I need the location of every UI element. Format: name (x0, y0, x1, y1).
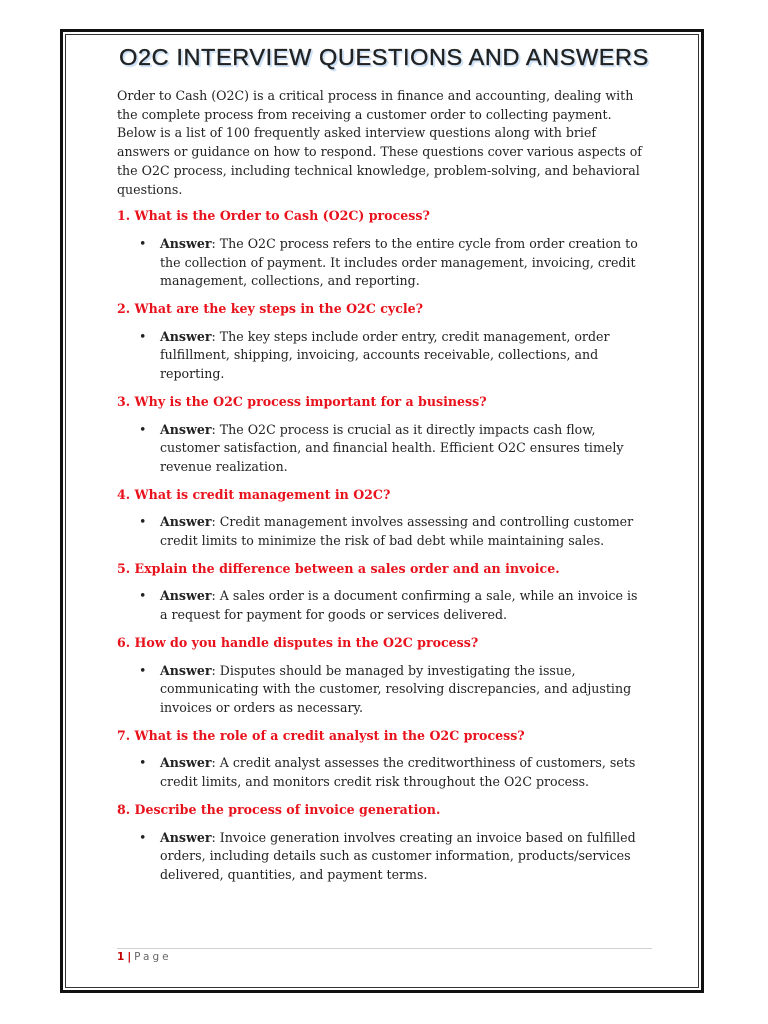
bullet: • (139, 829, 147, 845)
question: 5. Explain the difference between a sales order and an invoice. (117, 560, 560, 576)
answer-text: : A credit analyst assesses the creditworthiness of customers, sets credit limits, and monitors credit risk throughout the O2C process. (160, 755, 636, 790)
question: 8. Describe the process of invoice generation. (117, 801, 441, 817)
page-label: Page (134, 951, 172, 963)
answer (139, 513, 647, 550)
answer (139, 662, 647, 718)
footer-separator: | (127, 951, 132, 963)
bullet: • (139, 662, 147, 678)
answer-label: Answer (160, 662, 212, 678)
answer-text: : Invoice generation involves creating an invoice based on fulfilled orders, including details such as customer information, products/services delivered, quantities, and payment terms. (160, 829, 636, 882)
page-number: 1 (117, 951, 125, 963)
answer-label: Answer (160, 328, 212, 344)
answer-text: : The O2C process is crucial as it directly impacts cash flow, customer satisfaction, and financial health. Efficient O2C ensures timely revenue realization. (160, 421, 624, 474)
qa-item (117, 300, 647, 384)
document-body (117, 87, 647, 894)
question: 1. What is the Order to Cash (O2C) process? (117, 208, 430, 224)
answer-label: Answer (160, 755, 212, 771)
footer-divider (117, 948, 652, 949)
answer (139, 235, 647, 291)
qa-item (117, 393, 647, 477)
answer-text: : A sales order is a document confirming a sale, while an invoice is a request for payment for goods or services delivered. (160, 588, 638, 623)
bullet: • (139, 514, 147, 530)
qa-item (117, 634, 647, 718)
question: 3. Why is the O2C process important for a business? (117, 393, 487, 409)
answer (139, 587, 647, 624)
question: 7. What is the role of a credit analyst in the O2C process? (117, 727, 525, 743)
answer-label: Answer (160, 235, 212, 251)
question: 6. How do you handle disputes in the O2C process? (117, 634, 479, 650)
answer-label: Answer (160, 514, 212, 530)
page-footer (117, 951, 172, 963)
answer (139, 328, 647, 384)
document-title: O2C INTERVIEW QUESTIONS AND ANSWERS (119, 44, 649, 70)
question: 2. What are the key steps in the O2C cycle? (117, 301, 424, 317)
qa-item (117, 801, 647, 885)
qa-item (117, 207, 647, 291)
bullet: • (139, 421, 147, 437)
answer (139, 421, 647, 477)
qa-item (117, 560, 647, 625)
answer-text: : Credit management involves assessing and controlling customer credit limits to minimize the risk of bad debt while maintaining sales. (160, 514, 634, 549)
bullet: • (139, 588, 147, 604)
answer-text: : The O2C process refers to the entire cycle from order creation to the collection of payment. It includes order management, invoicing, credit management, collections, and reporting. (160, 235, 638, 289)
answer-label: Answer (160, 829, 212, 845)
answer (139, 829, 647, 885)
question: 4. What is credit management in O2C? (117, 486, 391, 502)
bullet: • (139, 328, 147, 344)
bullet: • (139, 755, 147, 771)
bullet: • (139, 235, 147, 251)
answer-text: : The key steps include order entry, credit management, order fulfillment, shipping, invoicing, accounts receivable, collections, and reporting. (160, 328, 610, 382)
answer-label: Answer (160, 588, 212, 604)
answer (139, 754, 647, 791)
qa-item (117, 727, 647, 792)
answer-text: : Disputes should be managed by investigating the issue, communicating with the customer, resolving discrepancies, and adjusting invoices or orders as necessary. (160, 662, 632, 715)
qa-item (117, 486, 647, 551)
intro-paragraph: Order to Cash (O2C) is a critical process in finance and accounting, dealing with the complete process from receiving a customer order to collecting payment. Below is a list of 100 frequently asked interview questions along with brief answers or guidance on how to respond. These questions cover various aspects of the O2C process, including technical knowledge, problem-solving, and behavioral questions. (117, 88, 642, 197)
answer-label: Answer (160, 421, 212, 437)
